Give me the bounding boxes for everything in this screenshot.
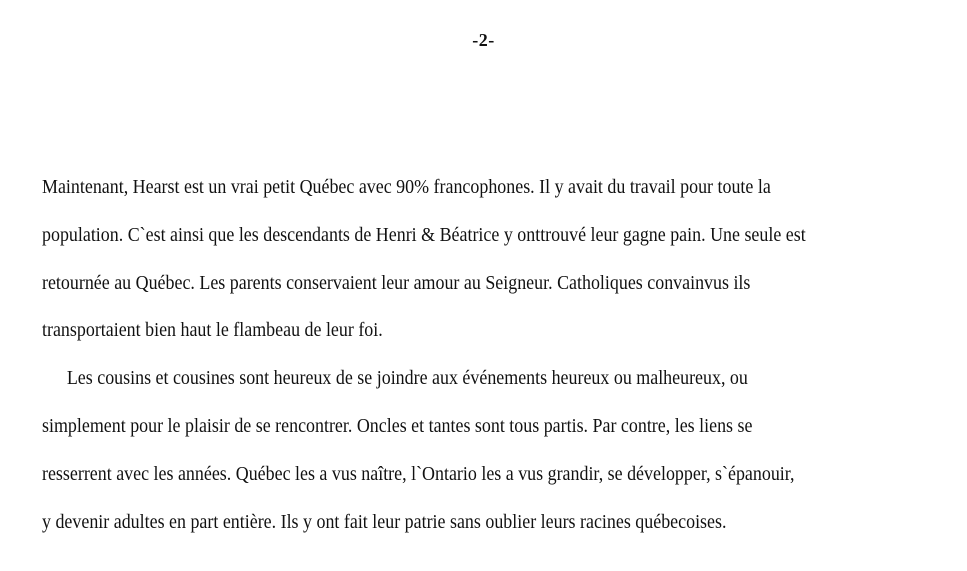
text-line-3: retournée au Québec. Les parents conservaient leur amour au Seigneur. Catholiques convainvus ils	[42, 272, 751, 294]
text-line-8: y devenir adultes en part entière. Ils y ont fait leur patrie sans oublier leurs racines québecoises.	[42, 511, 727, 533]
text-line-5: Les cousins et cousines sont heureux de se joindre aux événements heureux ou malheureux, ou	[66, 368, 748, 390]
text-line-1: Maintenant, Hearst est un vrai petit Québec avec 90% francophones. Il y avait du travail pour toute la	[42, 177, 771, 198]
body-text	[42, 164, 942, 546]
page-number: -2-	[472, 30, 495, 50]
text-line-2: population. C`est ainsi que les descendants de Henri & Béatrice y onttrouvé leur gagne pain. Une seule est	[42, 224, 806, 246]
text-line-7: resserrent avec les années. Québec les a vus naître, l`Ontario les a vus grandir, se développer, s`épanouir,	[42, 463, 795, 485]
text-line-4: transportaient bien haut le flambeau de leur foi.	[42, 320, 383, 342]
text-line-6: simplement pour le plaisir de se rencontrer. Oncles et tantes sont tous partis. Par contre, les liens se	[42, 415, 753, 437]
